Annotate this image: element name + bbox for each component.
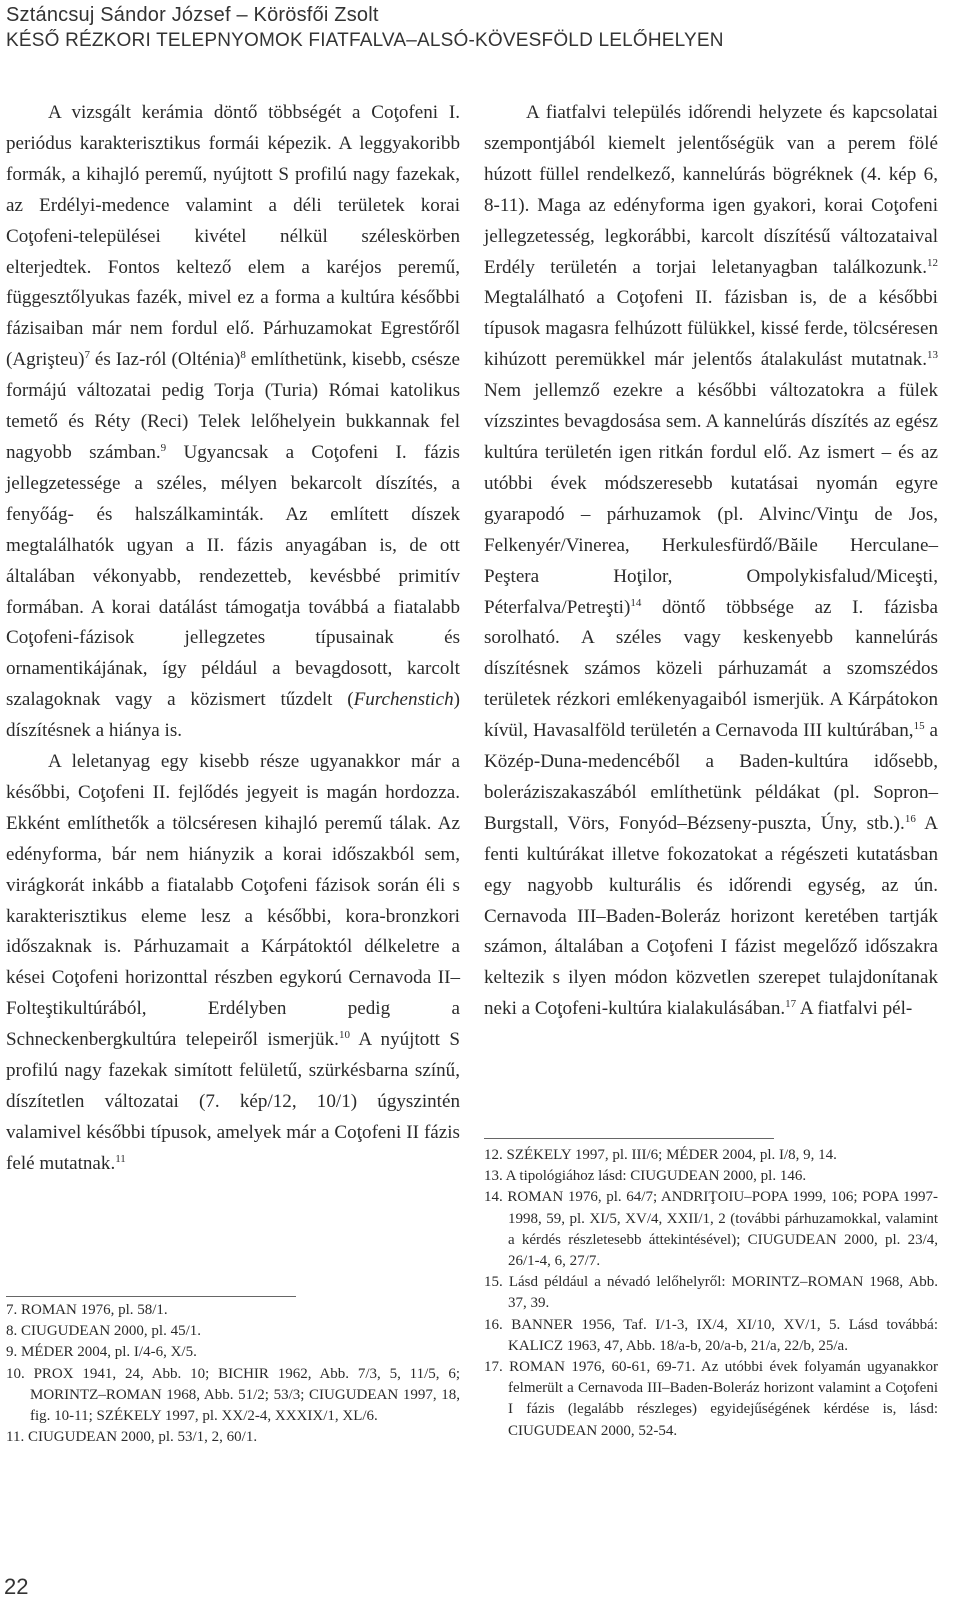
footnote-item: 13. A tipológiához lásd: CIUGUDEAN 2000, pl. 146. [484,1168,807,1185]
right-paragraph-1: A fiatfalvi település időrendi helyzete és kapcsolatai szempontjából kiemelt jelentőségük van a perem fölé húzott füllel rendelkező, kannelúrás bögréknek (4. kép 6, 8-11). Maga az edényforma igen gyakori, korai Coţofeni jellegzetesség, legkorábbi, karcolt díszítésű változataival Erdély területén a torjai leletanyagban találkozunk.$^{12}$ Megtalálható a Coţofeni II. fázisban is, de a későbbi típusok magasra felhúzott fülükkel, kissé ferde, tölcséresen kihúzott peremükkel már jelentős átalakulást mutatnak.$^{13}$ Nem jellemző ezekre a későbbi változatokra a fülek vízszintes bevagdosása sem. A kannelúrás díszítés az egész kultúra területén igen ritkán fordul elő. Az ismert – és az utóbbi évek módszeresebb kutatásai nyomán egyre gyarapodó – párhuzamok (pl. Alvinc/Vinţu de Jos, Felkenyér/Vinerea, Herkulesfürdő/Băile Herculane–Peştera Hoţilor, Ompolykisfalud/Miceşti, Péterfalva/Petreşti)$^{14}$ döntő többsége az I. fázisba sorolható. A széles vagy keskenyebb kannelúrás díszítésnek számos közeli párhuzamát a szomszédos területek rézkori emlékenyagaiból ismerjük. A Kárpátokon kívül, Havasalföld területén a Cernavoda III kultúrában,$^{15}$ a Közép-Duna-medencéből a Baden-kultúra idősebb, boleráziszakaszából említhetünk példákat (pl. Sopron–Burgstall, Vörs, Fonyód–Bézseny-puszta, Úny, stb.).$^{16}$ A fenti kultúrákat illetve fokozatokat a régészeti kutatásban egy nagyobb kulturális és időrendi egység, az ún. Cernavoda III–Baden-Boleráz horizont keretében tartják számon, általában a Coţofeni I fázist megelőző időszakra keltezik s ilyen módon közvetlen szerepet tulajdonítanak neki a Coţofeni-kultúra kialakulásában.$^{17}$ A fiatfalvi pél- [484,102,939,1020]
footnote-ref-13[interactable]: 13 [927,349,938,362]
footnote-ref-16[interactable]: 16 [904,812,916,825]
footnote-item: 12. SZÉKELY 1997, pl. III/6; MÉDER 2004, pl. I/8, 9, 14. [484,1147,837,1163]
footnote-ref-9[interactable]: 9 [160,441,167,454]
left-paragraph-1: A vizsgált kerámia döntő többségét a Coţofeni I. periódus karakterisztikus formái képezik. A leggyakoribb formák, a kihajló peremű, nyújtott S profilú nagy fazekak, az Erdélyi-medence valamint a déli területek korai Coţofeni-települései kivétel nélkül széleskörben elterjedtek. Fontos keltező elem a karéjos peremű, függesztőlyukas fazék, mivel ez a forma a kultúra későbbi fázisaiban már nem fordul elő. Párhuzamokat Egrestőről (Agrişteu)$^7$ és Iaz-ról (Olténia)$^8$ említhetünk, kisebb, csésze formájú változatai pedig Torja (Turia) Római katolikus temető és Réty (Reci) Telek lelőhelyein bukkannak fel nagyobb számban.$^9$ Ugyancsak a Coţofeni I. fázis jellegzetessége a széles, mélyen bekarcolt díszítés, a fenyőág- és halszálkaminták. Az említett díszek megtalálhatók ugyan a II. fázis anyagában is, de ott általában vékonyabb, rendezetteb, kevésbbé primitív formában. A korai datálást támogatja továbbá a fiatalabb Coţofeni-fázisok jellegzetes típusainak és ornamentikájának, így például a bevagdosott, karcolt szalagoknak vagy a közismert tűzdelt (Furchenstich) díszítésnek a hiánya is. [6,102,460,742]
footnote-ref-11[interactable]: 11 [115,1152,126,1165]
footnote-divider-right [484,1138,774,1139]
footnote-ref-12[interactable]: 12 [927,256,938,269]
page-number: 22 [4,1574,29,1599]
left-paragraph-2: A leletanyag egy kisebb része ugyanakkor már a későbbi, Coţofeni II. fejlődés jegyeit is magán hordozza. Ekként említhetők a tölcséresen kihajló peremű tálak. Az edényforma, bár nem hiányzik a korai időszakból sem, virágkorát inkább a fiatalabb Coţofeni fázisok során éli s karakterisztikus eleme lesz a későbbi, kora-bronzkori időszaknak is. Párhuzamait a Kárpátoktól délkeletre a kései Coţofeni horizonttal részben egykorú Cernavoda II–Folteştikultúrából, Erdélyben pedig a Schneckenbergkultúra telepeiről ismerjük.$^{10}$ A nyújtott S profilú nagy fazekak simított felületű, szürkésbarna színű, díszítetlen változatai (7. kép/12, 10/1) úgyszintén valamivel későbbi típusok, amelyek már a Coţofeni II fázis felé mutatnak.$^{11}$ [6,751,460,1174]
footnote-item: 7. ROMAN 1976, pl. 58/1. [6,1302,168,1318]
footnote-item: 9. MÉDER 2004, pl. I/4-6, X/5. [6,1344,197,1361]
footnote-ref-7[interactable]: 7 [84,349,90,362]
footnote-item: 10. PROX 1941, 24, Abb. 10; BICHIR 1962, Abb. 7/3, 5, 11/5, 6; MORINTZ–ROMAN 1968, Abb. 51/2; 53/3; CIUGUDEAN 1997, 18, fig. 10-11; SZÉKELY 1997, pl. XX/2-4, XXXIX/1, XL/6. [6,1365,460,1425]
italic-term: Furchenstich [353,689,454,711]
footnote-item: 16. BANNER 1956, Taf. I/1-3, IX/4, XI/10, XV/1, 5. Lásd továbbá: KALICZ 1963, 47, Abb. 18/a-b, 20/a-b, 21/a, 22/b, 25/a. [484,1316,938,1354]
header-title: KÉSŐ RÉZKORI TELEPNYOMOK FIATFALVA–ALSÓ-KÖVESFÖLD LELŐHELYEN [6,30,724,51]
footnote-item: 11. CIUGUDEAN 2000, pl. 53/1, 2, 60/1. [6,1429,258,1446]
footnote-ref-15[interactable]: 15 [913,720,925,733]
footnote-item: 17. ROMAN 1976, 60-61, 69-71. Az utóbbi évek folyamán ugyanakkor felmerült a Cernavoda III–Baden-Boleráz horizont valamint a Coţofeni I fázis (legalább részleges) egyidejűségének kérdése is, lásd: CIUGUDEAN 2000, 52-54. [484,1359,938,1439]
footnote-item: 8. CIUGUDEAN 2000, pl. 45/1. [6,1323,201,1340]
footnotes-right [484,1145,938,1442]
footnote-divider-left [6,1296,296,1297]
footnote-ref-10[interactable]: 10 [338,1029,350,1042]
footnotes-left [6,1300,460,1448]
footnote-ref-17[interactable]: 17 [785,998,797,1011]
running-header [6,2,724,54]
right-column [484,98,938,1025]
footnote-item: 14. ROMAN 1976, pl. 64/7; ANDRIŢOIU–POPA 1999, 106; POPA 1997-1998, 59, pl. XI/5, XV/4, XXII/1, 2 (további párhuzamokkal, valamint a kérdés részletesebb áttekintésével); CIUGUDEAN 2000, pl. 23/4, 26/1-4, 6, 27/7. [484,1189,938,1270]
header-authors: Sztáncsuj Sándor József – Körösfői Zsolt [6,4,379,26]
left-column [6,98,460,1180]
footnote-ref-14[interactable]: 14 [630,596,642,609]
footnote-item: 15. Lásd például a névadó lelőhelyről: MORINTZ–ROMAN 1968, Abb. 37, 39. [484,1274,938,1312]
footnote-ref-8[interactable]: 8 [240,349,246,362]
